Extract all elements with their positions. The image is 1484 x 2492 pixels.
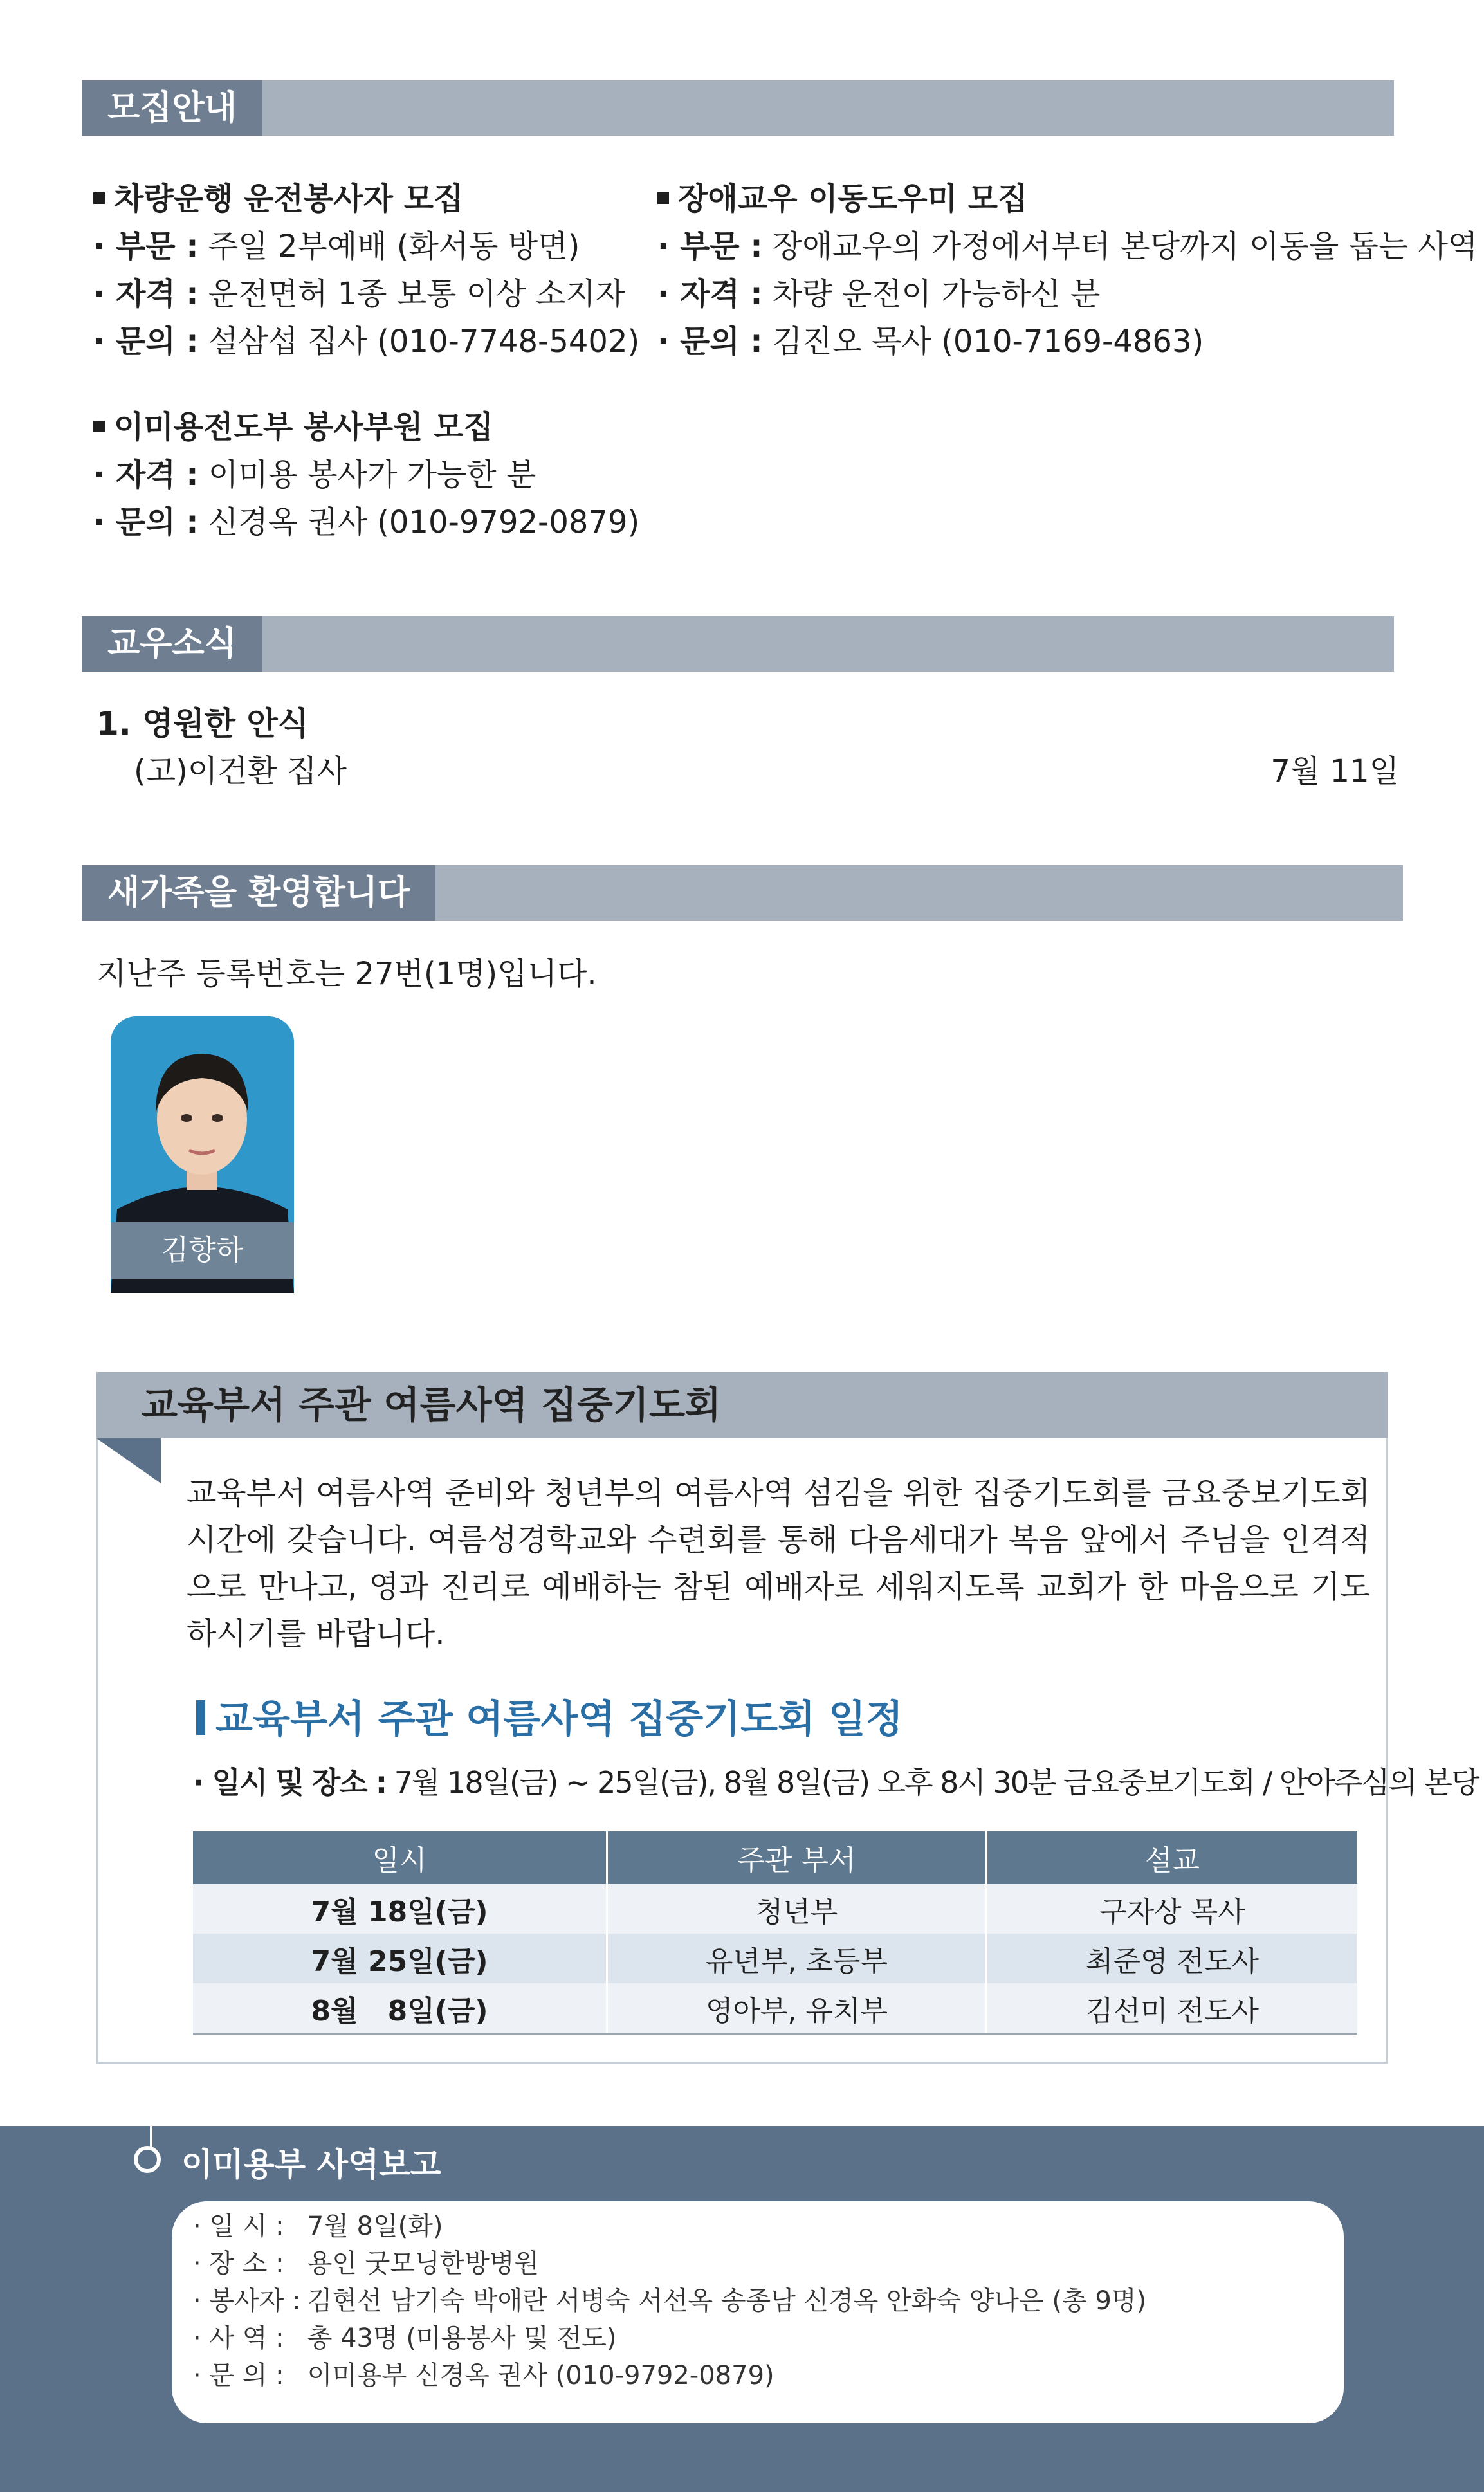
- driver-item: · 부문 : 주일 2부예배 (화서동 방면): [93, 228, 580, 264]
- registration-text: 지난주 등록번호는 27번(1명)입니다.: [96, 956, 597, 992]
- helper-item: · 부문 : 장애교우의 가정에서부터 본당까지 이동을 돕는 사역: [657, 228, 1478, 264]
- driver-recruit-block: [93, 175, 639, 365]
- schedule-title: 교육부서 주관 여름사역 집중기도회 일정: [196, 1689, 903, 1744]
- news-heading: 교우소식: [82, 616, 262, 672]
- beauty-recruit-title: 이미용전도부 봉사부원 모집: [114, 409, 493, 445]
- table-row: 7월 18일(금) 청년부 구자상 목사: [193, 1884, 1357, 1934]
- list-item: · 봉사자 : 김현선 남기숙 박애란 서병숙 서선옥 송종남 신경옥 안화숙 양나은 (총 9명): [193, 2286, 1147, 2316]
- ribbon-fold-shape: [96, 1438, 161, 1483]
- driver-recruit-title: 차량운행 운전봉사자 모집: [114, 181, 464, 217]
- news-item-title: 1. 영원한 안식: [96, 705, 309, 742]
- timeline-circle-icon: [134, 2146, 161, 2173]
- bullet-square-icon: [657, 192, 669, 204]
- prayer-description: 교육부서 여름사역 준비와 청년부의 여름사역 섬김을 위한 집중기도회를 금요중보기도회 시간에 갖습니다. 여름성경학교와 수련회를 통해 다음세대가 복음 앞에서 주님을 인격적으로 만나고, 영과 진리로 예배하는 참된 예배자로 세워지도록 교회가 한 마음으로 기도하시기를 바랍니다.: [187, 1475, 1370, 1652]
- beauty-item: · 문의 : 신경옥 권사 (010-9792-0879): [93, 504, 640, 540]
- new-member-card: [111, 1016, 294, 1293]
- helper-item: · 자격 : 차량 운전이 가능하신 분: [657, 276, 1101, 312]
- table-row: 8월 8일(금) 영아부, 유치부 김선미 전도사: [193, 1983, 1357, 2034]
- news-section-bar: [82, 616, 1394, 672]
- recruit-section-bar: [82, 80, 1394, 136]
- driver-item: · 자격 : 운전면허 1종 보통 이상 소지자: [93, 276, 625, 312]
- newfamily-section-bar: [82, 865, 1403, 921]
- recruit-heading: 모집안내: [82, 80, 262, 136]
- bullet-square-icon: [93, 421, 105, 432]
- bullet-square-icon: [93, 192, 105, 204]
- column-header: 주관 부서: [607, 1831, 987, 1884]
- list-item: · 문 의 : 이미용부 신경옥 권사 (010-9792-0879): [193, 2361, 774, 2390]
- column-header: 일시: [193, 1831, 607, 1884]
- column-header: 설교: [987, 1831, 1358, 1884]
- list-item: · 일 시 : 7월 8일(화): [193, 2212, 443, 2241]
- helper-recruit-block: [657, 175, 1478, 365]
- prayer-heading: 교육부서 주관 여름사역 집중기도회: [96, 1372, 1388, 1438]
- helper-recruit-title: 장애교우 이동도우미 모집: [678, 181, 1028, 217]
- title-bar-icon: [196, 1700, 205, 1735]
- driver-item: · 문의 : 설삼섭 집사 (010-7748-5402): [93, 324, 640, 360]
- schedule-table: [193, 1831, 1357, 2035]
- list-item: · 장 소 : 용인 굿모닝한방병원: [193, 2249, 540, 2278]
- helper-item: · 문의 : 김진오 목사 (010-7169-4863): [657, 324, 1204, 360]
- schedule-info: · 일시 및 장소 : 7월 18일(금) ~ 25일(금), 8월 8일(금) 오후 8시 30분 금요중보기도회 / 안아주심의 본당: [193, 1765, 1479, 1800]
- newfamily-heading: 새가족을 환영합니다: [82, 865, 435, 921]
- beauty-item: · 자격 : 이미용 봉사가 가능한 분: [93, 457, 536, 493]
- table-header-row: [193, 1831, 1357, 1884]
- new-member-name: 김향하: [111, 1222, 294, 1279]
- table-row: 7월 25일(금) 유년부, 초등부 최준영 전도사: [193, 1934, 1357, 1983]
- report-heading: 이미용부 사역보고: [181, 2146, 441, 2183]
- report-list: [193, 2208, 1146, 2394]
- news-person-name: (고)이건환 집사: [134, 753, 347, 789]
- beauty-recruit-block: [93, 403, 639, 546]
- list-item: · 사 역 : 총 43명 (미용봉사 및 전도): [193, 2323, 617, 2353]
- news-date: 7월 11일: [1270, 753, 1399, 789]
